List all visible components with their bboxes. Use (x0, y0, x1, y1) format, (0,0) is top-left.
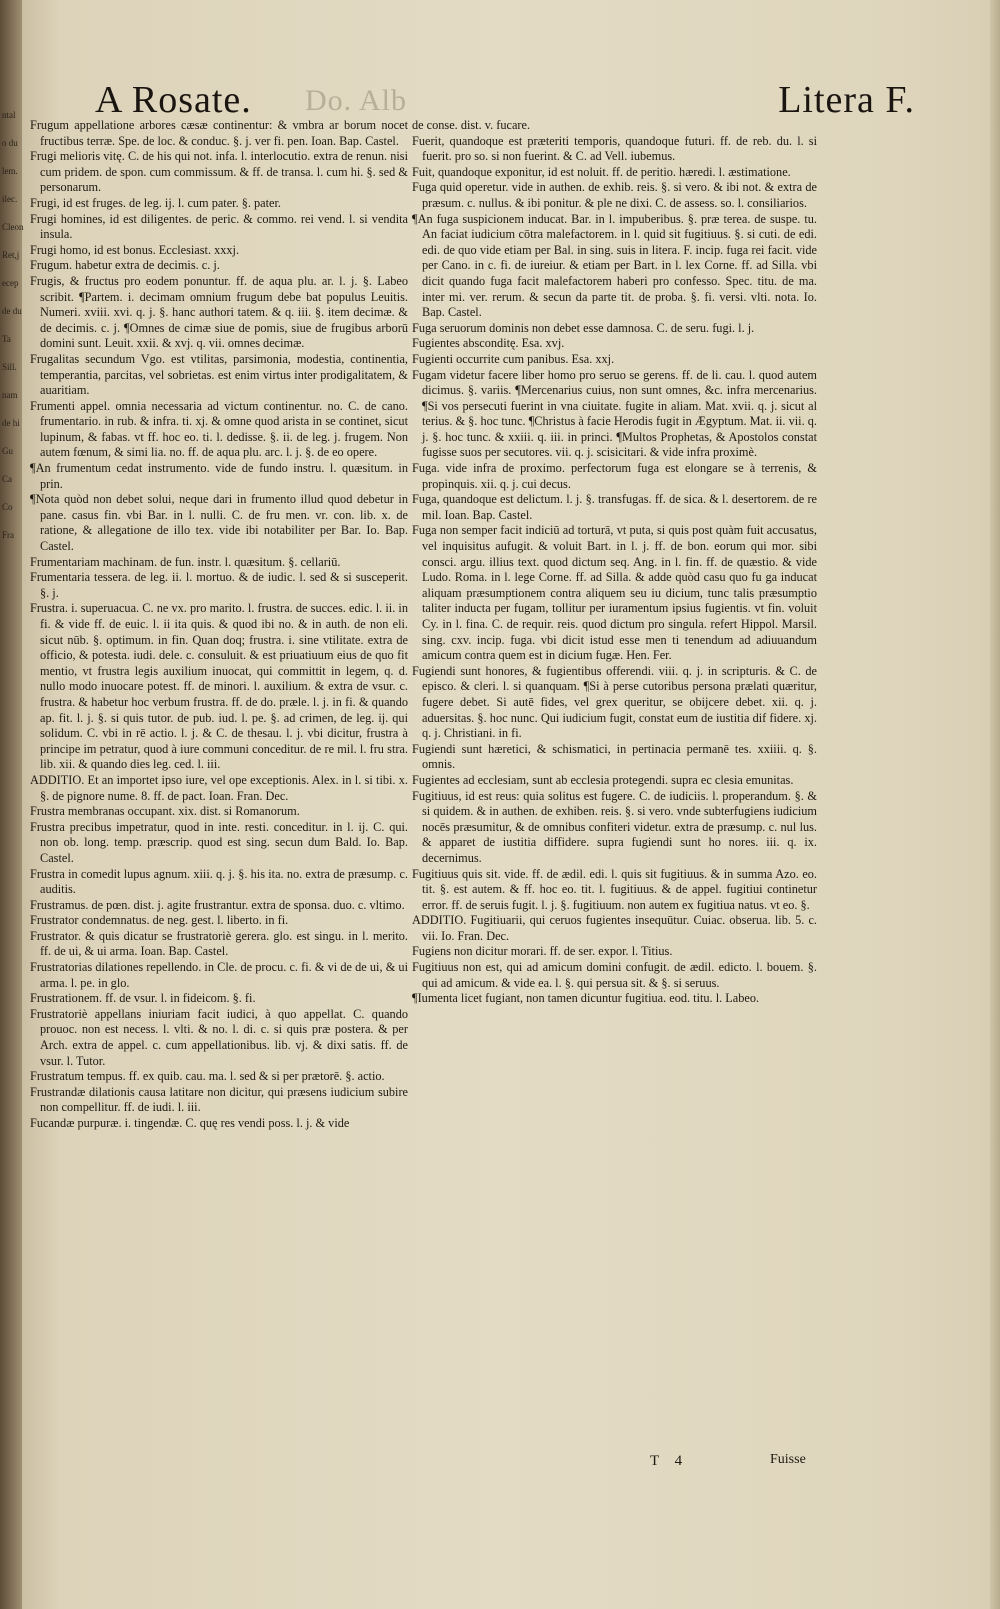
dictionary-entry: Frustrator condemnatus. de neg. gest. l. liberto. in fi. (30, 913, 289, 928)
page-edge (990, 0, 1000, 1609)
dictionary-entry: Fugiendi sunt hæretici, & schismatici, in pertinacia permanē tes. xxiiii. q. §. omnis. (412, 741, 817, 772)
header-letter: Litera F. (778, 79, 915, 121)
gutter-text-fragment: Ta (2, 334, 11, 344)
running-header (95, 78, 915, 121)
dictionary-entry: Frugi homines, id est diligentes. de peric. & commo. rei vend. l. si vendita insula. (30, 211, 408, 242)
gutter-text-fragment: ntal (2, 110, 16, 120)
dictionary-entry: Fugientes absconditę. Esa. xvj. (412, 336, 565, 351)
dictionary-entry: Frustrationem. ff. de vsur. l. in fideicom. §. fi. (30, 991, 256, 1006)
dictionary-entry: Frugum appellatione arbores cæsæ continentur: & vmbra ar borum nocet fructibus terræ. Spe. de loc. & conduc. §. j. ver fi. pen. Ioan. Bap. Castel. (30, 118, 408, 148)
dictionary-entry: Frustra in comedit lupus agnum. xiii. q. j. §. his ita. no. extra de præsump. c. auditis. (30, 866, 408, 897)
header-bleedthrough: Do. Alb (305, 84, 408, 117)
dictionary-entry: Frugi melioris vitę. C. de his qui not. infa. l. interlocutio. extra de renun. nisi cum pridem. de spon. cum commissum. & ff. de transa. l. cum hi. §. sed & personarum. (30, 149, 408, 195)
dictionary-entry: Frumentariam machinam. de fun. instr. l. quæsitum. §. cellariū. (30, 554, 341, 569)
dictionary-entry: Frustratorias dilationes repellendo. in Cle. de procu. c. fi. & vi de de ui, & ui arma. l. pe. in glo. (30, 960, 408, 990)
gutter-text-fragment: ecep (2, 278, 19, 288)
dictionary-entry: Frugi homo, id est bonus. Ecclesiast. xxxj. (30, 242, 240, 257)
signature-mark: T 4 (650, 1453, 689, 1469)
dictionary-entry: Frustratum tempus. ff. ex quib. cau. ma. l. sed & si per prætorē. §. actio. (30, 1069, 385, 1084)
dictionary-entry: Fuga non semper facit indiciū ad torturā, vt puta, si quis post quàm fuit accusatus, vel inquisitus aufugit. & voluit Bart. in l. j. ff. de bon. eorum qui mor. sibi consci. argu. illius text. quod dictum seq. Ang. in l. fin. ff. de quæstio. & vide Ludo. Roma. in l. lege Corne. ff. ad Silla. & adde quòd casu quo fu ga inducat aliquam præsumptionem contra aliquem seu iu dicium, tunc talis præsumptio taliter inducta per fugam, tollitur per iuramentum ipsius fugientis. vt fin. voluit Cy. in l. fina. C. de requir. reis. quod dictum pro singula. refert Hippol. Marsil. sing. cxv. incip. fuga. vbi dicit istud esse men ti tenendum ad adiuuandum amicum contra quem est in dicium fugæ. Hen. Fer. (412, 523, 817, 663)
gutter-text-fragment: Ret,j (2, 250, 20, 260)
dictionary-entry: Frugis, & fructus pro eodem ponuntur. ff. de aqua plu. ar. l. j. §. Labeo scribit. ¶Partem. i. decimam omnium frugum debe bat populus Leuitis. Numeri. xviii. xvi. q. j. §. hanc authori tatem. & q. iii. §. item decimæ. & de decimis. c. j. ¶Omnes de cimæ siue de pomis, siue de frugibus arborū domini sunt. Leuit. xxii. & xvj. q. vii. omnes decimæ. (30, 273, 408, 351)
dictionary-entry: Frustra membranas occupant. xix. dist. si Romanorum. (30, 804, 300, 819)
gutter-text-fragment: Sill. (2, 362, 17, 372)
dictionary-entry: Fugienti occurrite cum panibus. Esa. xxj. (412, 351, 615, 366)
dictionary-entry: ¶An fuga suspicionem inducat. Bar. in l. impuberibus. §. præ terea. de suspe. tu. An faciat iudicium cōtra malefactorem. in l. quid sit fugitiuus. §. si cuti. de edi. edi. de quo vide etiam per Bal. in sing. suis in litera. F. incip. fuga rei facit. vide per Cano. in c. fi. de iureiur. & etiam per Bart. in l. lex Corne. ff. ad Silla. vbi dicit quando fuga facit malefactorem haberi pro confesso. Spec. titu. de ma. inter mi. ver. rerum. & secun da parte tit. de proba. §. fi. versi. vlti. nota. Io. Bap. Castel. (412, 211, 817, 320)
dictionary-entry: Fuga quid operetur. vide in authen. de exhib. reis. §. si vero. & ibi not. & extra de præsum. c. nullus. & ibi ponitur. & ple ne dixi. C. de assess. so. l. consiliarios. (412, 180, 817, 210)
dictionary-entry: Fugitiuus non est, qui ad amicum domini confugit. de ædil. edicto. l. bouem. §. qui ad amicum. & vide ea. l. §. qui persua sit. & §. si seruus. (412, 960, 817, 990)
gutter-text-fragment: Co (2, 502, 13, 512)
left-column (30, 118, 408, 1132)
catchword: Fuisse (770, 1452, 806, 1467)
dictionary-entry: Fugitiuus quis sit. vide. ff. de ædil. edi. l. quis sit fugitiuus. & in summa Azo. eo. tit. §. est autem. & ff. hoc eo. tit. l. fugitiuus. & de appel. fugitiui continetur error. ff. de seruis fugit. l. j. §. fugitiuum. non autem ex fugitiua natus. vt eo. §. (412, 866, 817, 912)
dictionary-entry: Fugiens non dicitur morari. ff. de ser. expor. l. Titius. (412, 944, 673, 959)
dictionary-entry: ¶Iumenta licet fugiant, non tamen dicuntur fugitiua. eod. titu. l. Labeo. (412, 991, 760, 1006)
gutter-text-fragment: Ca (2, 474, 12, 484)
dictionary-entry: Fuga, quandoque est delictum. l. j. §. transfugas. ff. de sica. & l. desertorem. de re mil. Ioan. Bap. Castel. (412, 492, 817, 522)
dictionary-entry: Fugientes ad ecclesiam, sunt ab ecclesia protegendi. supra ec clesia emunitas. (412, 772, 794, 787)
dictionary-entry: Frugalitas secundum Vgo. est vtilitas, parsimonia, modestia, continentia, temperantia, parcitas, vel sobrietas. est enim virtus inter prodigalitatem, & auaritiam. (30, 351, 408, 398)
dictionary-entry: Fugitiuus, id est reus: quia solitus est fugere. C. de iudiciis. l. properandum. §. & si quidem. & in authen. de exhiben. reis. §. si vero. vnde subterfugiens iudicium nocēs præsumitur, & de omnibus confiteri videtur. extra de præsump. c. nul lus. & apparet de iustitia diffidere. supra fugiendi sunt ho nores. iii. q. ix. decernimus. (412, 788, 817, 865)
dictionary-entry: Fugam videtur facere liber homo pro seruo se gerens. ff. de li. cau. l. quod autem dicimus. §. variis. ¶Mercenarius cuius, non sunt omnes, &c. infra mercenarius. ¶Si vos persecuti fuerint in vna ciuitate. fugite in aliam. Mat. xvii. q. j. sicut al terius. & §. hoc tunc. ¶Christus à facie Herodis fugit in Ægyptum. Mat. ii. vii. q. j. §. hoc tunc. & xxiii. q. iii. in princi. ¶Multos Prophetas, & Apostolos constat fugisse suos per secutores. vii. q. j. scisicitari. & vide infra proximè. (412, 367, 817, 460)
dictionary-entry: ADDITIO. Et an importet ipso iure, vel ope exceptionis. Alex. in l. si tibi. x. §. de pignore nume. 8. ff. de pact. Ioan. Fran. Dec. (30, 772, 408, 803)
dictionary-entry: Fuga seruorum dominis non debet esse damnosa. C. de seru. fugi. l. j. (412, 320, 755, 335)
dictionary-entry: Frugi, id est fruges. de leg. ij. l. cum pater. §. pater. (30, 195, 282, 210)
page-footer (650, 1452, 850, 1470)
dictionary-entry: Frustratoriè appellans iniuriam facit iudici, à quo appellat. C. quando prouoc. non est necess. l. vlti. & no. l. di. c. si quis præ postera. & per Arch. extra de appel. c. cum appellationibus. lib. vj. & dixi satis. ff. de vsur. l. Tutor. (30, 1006, 408, 1068)
dictionary-entry: Fuga. vide infra de proximo. perfectorum fuga est elongare se à terrenis, & propinquis. xii. q. j. cui decus. (412, 461, 817, 491)
dictionary-entry: ¶An frumentum cedat instrumento. vide de fundo instru. l. quæsitum. in prin. (30, 461, 408, 491)
gutter-text-fragment: de du (2, 306, 22, 316)
dictionary-entry: Fuerit, quandoque est præteriti temporis, quandoque futuri. ff. de reb. du. l. si fuerit. pro so. si non fuerint. & C. ad Vell. iubemus. (412, 133, 817, 164)
gutter-text-fragment: nam (2, 390, 18, 400)
gutter-text-fragment: Gu (2, 446, 13, 456)
gutter-text-fragment: lem. (2, 166, 18, 176)
dictionary-entry: Fuit, quandoque exponitur, id est noluit. ff. de peritio. hæredi. l. æstimatione. (412, 164, 791, 179)
gutter-text-fragment: o du (2, 138, 18, 148)
dictionary-entry: ¶Nota quòd non debet solui, neque dari in frumento illud quod debetur in pane. casus fin. vbi Bar. in l. nulli. C. de fru men. vr. con. lib. x. de ratione, & allegatione de illo tex. vide ibi notabiliter per Bar. Io. Bap. Castel. (30, 492, 408, 554)
gutter-text-fragment: Fra (2, 530, 14, 540)
dictionary-entry: Fucandæ purpuræ. i. tingendæ. C. quę res vendi poss. l. j. & vide (30, 1116, 350, 1130)
right-column (412, 118, 817, 1007)
dictionary-entry: Fugiendi sunt honores, & fugientibus offerendi. viii. q. j. in scripturis. & C. de episco. & cleri. l. si quanquam. ¶Si à perse cutoribus persona prælati quæritur, fugere debet. Si autē fides, vel grex queritur, se obijcere debet. xii. q. j. aduersitas. §. hoc nunc. Qui iudicium fugit, constat eum de iustitia dif fidere. xj. q. j. Christiani. in fi. (412, 663, 817, 741)
dictionary-entry: Frustrator. & quis dicatur se frustratoriè gerera. glo. est singu. in l. merito. ff. de ui, & ui arma. Ioan. Bap. Castel. (30, 928, 408, 959)
dictionary-entry: Frustrandæ dilationis causa latitare non dicitur, qui præsens iudicium subire non compellitur. ff. de iudi. l. iii. (30, 1084, 408, 1115)
dictionary-entry: de conse. dist. v. fucare. (412, 118, 531, 132)
dictionary-entry: ADDITIO. Fugitiuarii, qui ceruos fugientes insequūtur. Cuiac. obserua. lib. 5. c. vii. Io. Fran. Dec. (412, 913, 817, 943)
facing-page-gutter (0, 0, 22, 1609)
gutter-text-fragment: de hi (2, 418, 20, 428)
dictionary-entry: Frustra. i. superuacua. C. ne vx. pro marito. l. frustra. de succes. edic. l. ii. in fi. & vide ff. de euic. l. ii ita quis. & quod ibi no. & in auth. de non eli. sicut nūb. §. optimum. in fin. Quan doq; frustra. i. sine vtilitate. extra de officio, & potesta. iudi. dele. c. consuluit. & est priuatiuum eius de quo fit mentio, vt frustra legis auxilium inuocat, qui committit in legem, q. d. nullo modo inuocare potest. ff. de minori. l. auxilium. & extra de vsur. c. frustra. & habetur hoc verbum frustra. ff. de do. præle. l. j. in fi. & quando ap. fit. l. j. §. si quis tutor. de pub. iud. l. pe. §. ad crimen, de leg. ij. qui solidum. C. vbi in rē actio. l. j. & C. de thesau. l. j. vbi dicitur, frustra à principe im petratur, quod à iure communi conceditur. de re mil. l. fru stra. lib. xii. & quando dies leg. ced. l. iii. (30, 601, 408, 772)
dictionary-entry: Frumenti appel. omnia necessaria ad victum continentur. no. C. de cano. frumentario. in rub. & infra. ti. xj. & omne quod arista in se continet, sicut lupinum, & fabas. vt ff. hoc eo. ti. l. dedisse. §. ii. de leg. j. frugem. Non autem fœnum, & simi lia. no. ff. de aqua plu. arc. l. j. §. de eo opere. (30, 398, 408, 460)
dictionary-entry: Frustramus. de pœn. dist. j. agite frustrantur. extra de sponsa. duo. c. vltimo. (30, 897, 405, 912)
gutter-text-fragment: Cleon (2, 222, 24, 232)
header-author: A Rosate. (95, 79, 252, 121)
gutter-text-fragment: ilec. (2, 194, 18, 204)
dictionary-entry: Frugum. habetur extra de decimis. c. j. (30, 258, 220, 273)
dictionary-entry: Frustra precibus impetratur, quod in inte. resti. conceditur. in l. ij. C. qui. non ob. long. temp. præscrip. quod est sing. secun dum Bald. Io. Bap. Castel. (30, 819, 408, 865)
dictionary-entry: Frumentaria tessera. de leg. ii. l. mortuo. & de iudic. l. sed & si susceperit. §. j. (30, 570, 408, 600)
